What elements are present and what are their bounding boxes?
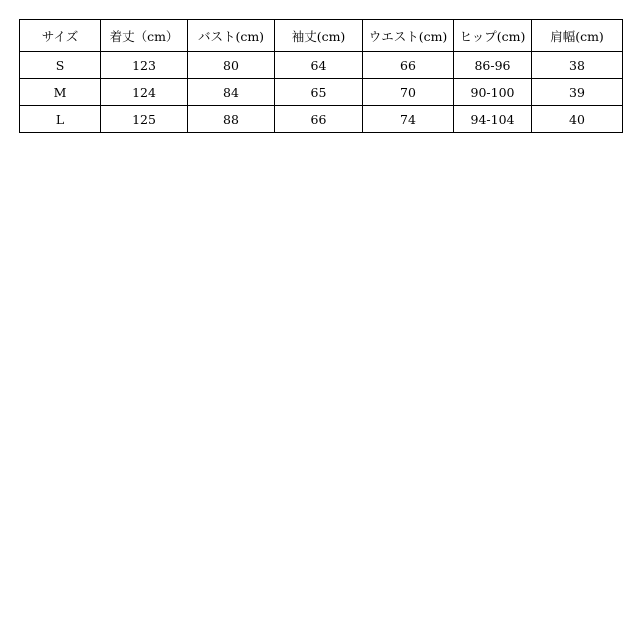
header-size: サイズ [20,20,101,52]
table-cell: 124 [101,79,188,106]
table-row [20,79,623,106]
table-cell: 74 [363,106,454,133]
table-cell: 65 [275,79,363,106]
table-cell: S [20,52,101,79]
header-hip: ヒップ(cm) [454,20,532,52]
table-cell: 40 [532,106,623,133]
table-cell: 86-96 [454,52,532,79]
header-sleeve-length: 袖丈(cm) [275,20,363,52]
table-row [20,52,623,79]
table-header-row [20,20,623,52]
table-cell: 66 [363,52,454,79]
table-cell: M [20,79,101,106]
table-cell: 84 [188,79,275,106]
table-cell: 80 [188,52,275,79]
header-bust: バスト(cm) [188,20,275,52]
table-cell: 39 [532,79,623,106]
table-cell: 88 [188,106,275,133]
header-shoulder-width: 肩幅(cm) [532,20,623,52]
header-waist: ウエスト(cm) [363,20,454,52]
table-cell: 125 [101,106,188,133]
table-cell: 94-104 [454,106,532,133]
table-cell: 70 [363,79,454,106]
table-cell: 38 [532,52,623,79]
table-cell: 90-100 [454,79,532,106]
table-cell: L [20,106,101,133]
size-chart-table [19,19,623,133]
table-cell: 123 [101,52,188,79]
table-cell: 66 [275,106,363,133]
table-cell: 64 [275,52,363,79]
table-row [20,106,623,133]
header-length: 着丈（cm） [101,20,188,52]
